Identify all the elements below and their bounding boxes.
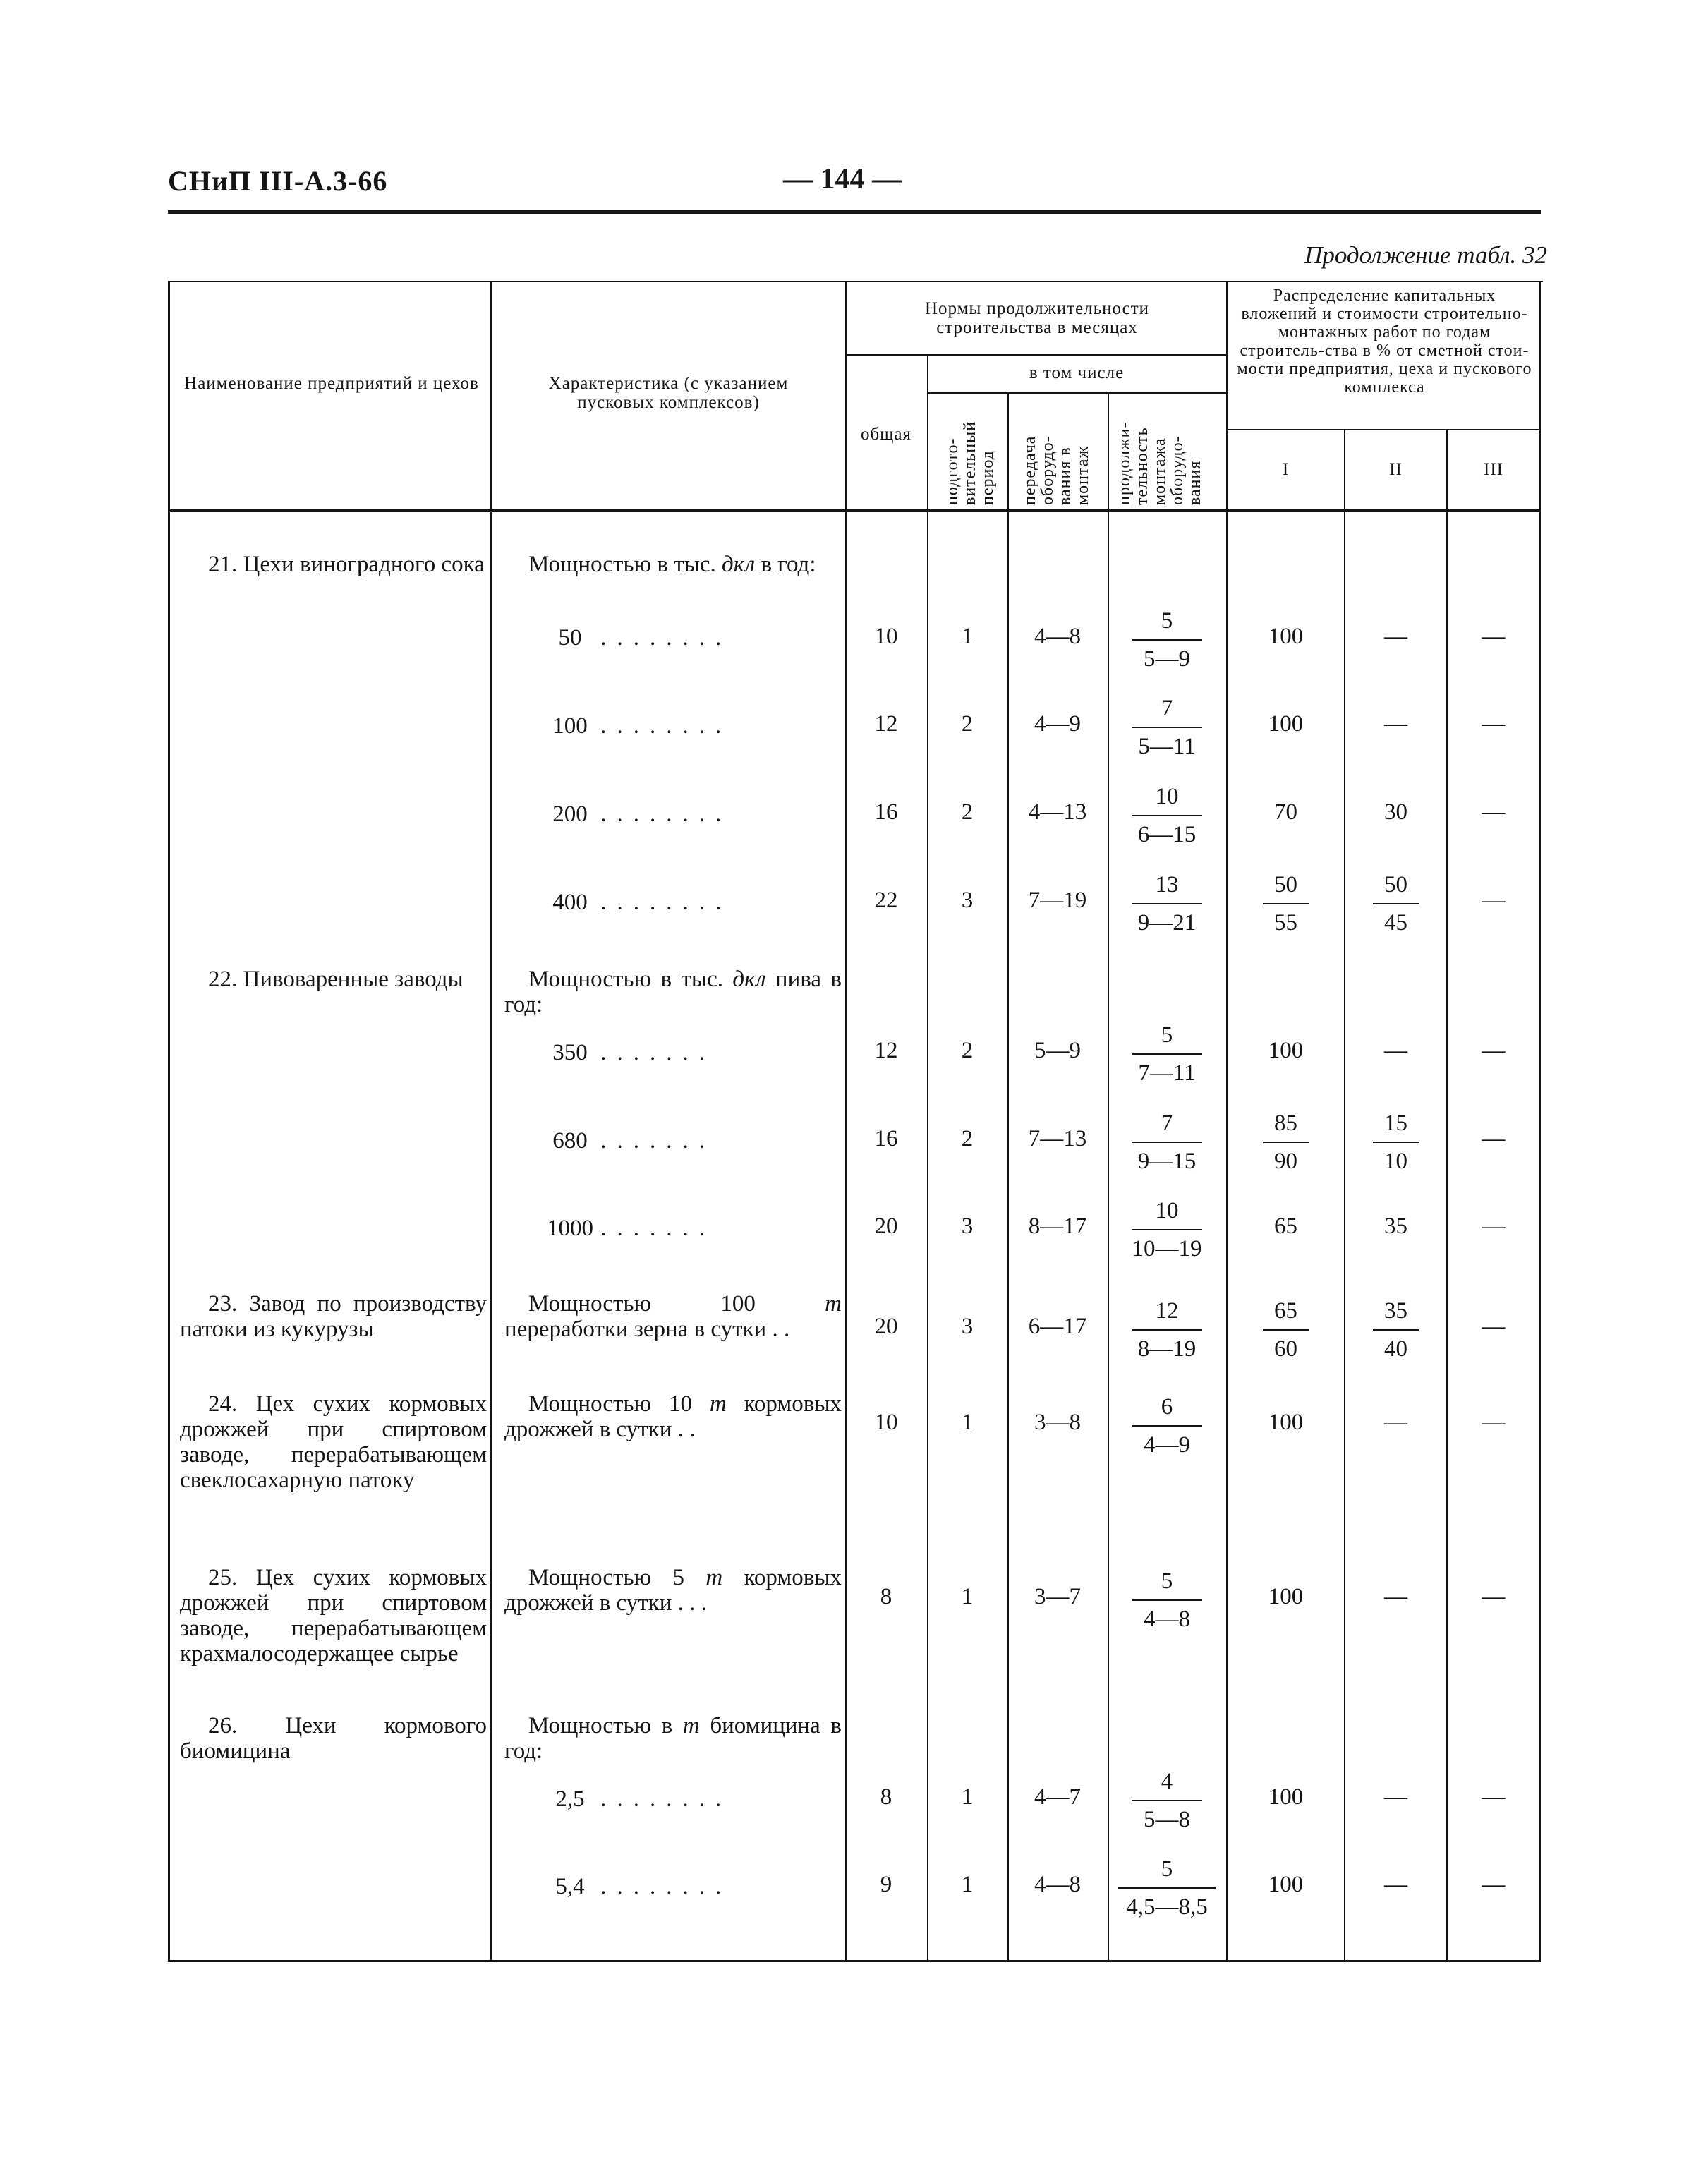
prep-period: 1 xyxy=(961,624,974,649)
group-name: 26. Цехи кормового биомицина xyxy=(180,1713,487,1764)
year-1-percent: 100 xyxy=(1268,1784,1304,1810)
installation-fraction: 10 6—15 xyxy=(1109,784,1225,847)
installation-fraction: 12 8—19 xyxy=(1109,1298,1225,1362)
total-duration: 9 xyxy=(880,1872,892,1897)
total-duration: 16 xyxy=(874,1126,898,1151)
year-1-percent: 100 xyxy=(1268,1038,1304,1063)
capacity-value: 50 ........ xyxy=(558,625,732,651)
year-3-percent: — xyxy=(1482,711,1506,737)
capacity-value: 1000 ....... xyxy=(547,1216,715,1241)
group-name: 23. Завод по производству патоки из кукурузы xyxy=(180,1291,487,1342)
document-code: СНиП III-А.3-66 xyxy=(168,165,388,197)
prep-period: 2 xyxy=(961,1126,974,1151)
year-2-percent: — xyxy=(1384,711,1407,737)
year-1-percent: 100 xyxy=(1268,1872,1304,1897)
year-3-percent: — xyxy=(1482,1872,1506,1897)
installation-fraction: 7 5—11 xyxy=(1109,696,1225,759)
col-header-year-1: I xyxy=(1282,460,1290,479)
prep-period: 2 xyxy=(961,799,974,825)
header-rule xyxy=(168,210,1541,214)
year-3-percent: — xyxy=(1482,1410,1506,1435)
transfer-period: 7—19 xyxy=(1028,888,1087,913)
year-2-percent: 35 xyxy=(1384,1214,1407,1239)
total-duration: 8 xyxy=(880,1784,892,1810)
year-2-fraction: 15 10 xyxy=(1345,1111,1446,1174)
year-1-fraction: 50 55 xyxy=(1228,872,1344,936)
transfer-period: 7—13 xyxy=(1028,1126,1087,1151)
year-2-fraction: 50 45 xyxy=(1345,872,1446,936)
col-header-prep-period: подгото-вительный период xyxy=(943,421,997,505)
transfer-period: 5—9 xyxy=(1034,1038,1081,1063)
year-2-percent: 30 xyxy=(1384,799,1407,825)
capacity-value: 680 ....... xyxy=(552,1128,715,1154)
group-characteristic: Мощностью 5 т кормовых дрожжей в сутки . . . xyxy=(504,1565,842,1616)
prep-period: 1 xyxy=(961,1784,974,1810)
total-duration: 10 xyxy=(874,624,898,649)
page-number: — 144 — xyxy=(783,163,902,195)
col-header-characteristic: Характеристика (с указанием пусковых комплексов) xyxy=(548,374,789,412)
col-rule xyxy=(490,281,492,1960)
year-1-percent: 100 xyxy=(1268,1584,1304,1609)
total-duration: 8 xyxy=(880,1584,892,1609)
total-duration: 12 xyxy=(874,711,898,737)
transfer-period: 4—7 xyxy=(1034,1784,1081,1810)
year-2-percent: — xyxy=(1384,624,1407,649)
transfer-period: 4—9 xyxy=(1034,711,1081,737)
year-1-percent: 100 xyxy=(1268,711,1304,737)
year-3-percent: — xyxy=(1482,1038,1506,1063)
installation-fraction: 7 9—15 xyxy=(1109,1111,1225,1174)
capacity-value: 100 ........ xyxy=(552,713,732,739)
year-3-percent: — xyxy=(1482,1214,1506,1239)
capacity-value: 200 ........ xyxy=(552,801,732,827)
group-name: 21. Цехи виноградного сока xyxy=(208,552,485,577)
year-1-percent: 65 xyxy=(1274,1214,1297,1239)
header-bottom-rule xyxy=(168,509,1541,512)
table-continuation-caption: Продолжение табл. 32 xyxy=(1304,241,1547,269)
installation-fraction: 5 7—11 xyxy=(1109,1022,1225,1086)
prep-period: 3 xyxy=(961,1214,974,1239)
group-characteristic: Мощностью 10 т кормовых дрожжей в сутки . . xyxy=(504,1391,842,1442)
year-3-percent: — xyxy=(1482,799,1506,825)
col-rule xyxy=(845,281,847,1960)
year-2-percent: — xyxy=(1384,1584,1407,1609)
prep-period: 3 xyxy=(961,888,974,913)
table-bottom-rule xyxy=(168,1960,1541,1962)
year-2-percent: — xyxy=(1384,1410,1407,1435)
col-header-year-3: III xyxy=(1484,460,1503,479)
year-1-fraction: 85 90 xyxy=(1228,1111,1344,1174)
total-duration: 20 xyxy=(874,1314,898,1339)
year-1-percent: 100 xyxy=(1268,1410,1304,1435)
year-3-percent: — xyxy=(1482,1584,1506,1609)
group-name: 25. Цех сухих кормовых дрожжей при спиртовом заводе, перерабатывающем крахмалосодержащее сырье xyxy=(180,1565,487,1666)
year-2-percent: — xyxy=(1384,1038,1407,1063)
installation-fraction: 5 5—9 xyxy=(1109,608,1225,672)
col-header-transfer: передача оборудо-вания в монтаж xyxy=(1021,435,1092,505)
year-3-percent: — xyxy=(1482,1314,1506,1339)
col-header-year-2: II xyxy=(1389,460,1403,479)
year-2-percent: — xyxy=(1384,1872,1407,1897)
year-2-fraction: 35 40 xyxy=(1345,1298,1446,1362)
year-3-percent: — xyxy=(1482,1784,1506,1810)
year-1-percent: 100 xyxy=(1268,624,1304,649)
group-name: 22. Пивоваренные заводы xyxy=(208,967,464,992)
col-rule xyxy=(1446,430,1448,1960)
group-characteristic: Мощностью 100 т переработки зерна в сутки . . xyxy=(504,1291,842,1342)
prep-period: 1 xyxy=(961,1872,974,1897)
total-duration: 16 xyxy=(874,799,898,825)
prep-period: 1 xyxy=(961,1410,974,1435)
col-rule xyxy=(1539,281,1541,1960)
prep-period: 1 xyxy=(961,1584,974,1609)
group-characteristic: Мощностью в тыс. дкл в год: xyxy=(528,552,816,577)
total-duration: 10 xyxy=(874,1410,898,1435)
year-3-percent: — xyxy=(1482,888,1506,913)
installation-fraction: 5 4—8 xyxy=(1109,1568,1225,1632)
header-subrule xyxy=(1226,429,1539,430)
prep-period: 2 xyxy=(961,711,974,737)
col-header-total: общая xyxy=(860,425,912,444)
total-duration: 22 xyxy=(874,888,898,913)
transfer-period: 6—17 xyxy=(1028,1314,1087,1339)
capacity-value: 350 ....... xyxy=(552,1040,715,1065)
transfer-period: 8—17 xyxy=(1028,1214,1087,1239)
capacity-value: 400 ........ xyxy=(552,890,732,915)
col-header-distribution: Распределение капитальных вложений и стоимости строительно-монтажных работ по годам строитель-ства в % от сметной стои-мости предприятия, цеха и пускового комплекса xyxy=(1237,286,1532,397)
prep-period: 2 xyxy=(961,1038,974,1063)
col-header-name: Наименование предприятий и цехов xyxy=(184,374,479,393)
total-duration: 12 xyxy=(874,1038,898,1063)
total-duration: 20 xyxy=(874,1214,898,1239)
col-header-norms: Нормы продолжительности строительства в месяцах xyxy=(924,299,1150,337)
group-name: 24. Цех сухих кормовых дрожжей при спиртовом заводе, перерабатывающем свеклосахарную патоку xyxy=(180,1391,487,1493)
header-subrule xyxy=(927,392,1226,394)
header-subrule xyxy=(845,354,1226,356)
group-characteristic: Мощностью в тыс. дкл пива в год: xyxy=(504,967,842,1017)
installation-fraction: 13 9—21 xyxy=(1109,872,1225,936)
year-3-percent: — xyxy=(1482,1126,1506,1151)
transfer-period: 3—7 xyxy=(1034,1584,1081,1609)
transfer-period: 4—8 xyxy=(1034,1872,1081,1897)
year-1-fraction: 65 60 xyxy=(1228,1298,1344,1362)
installation-fraction: 6 4—9 xyxy=(1109,1394,1225,1458)
transfer-period: 3—8 xyxy=(1034,1410,1081,1435)
prep-period: 3 xyxy=(961,1314,974,1339)
transfer-period: 4—13 xyxy=(1028,799,1087,825)
transfer-period: 4—8 xyxy=(1034,624,1081,649)
col-rule xyxy=(927,354,928,1960)
installation-fraction: 5 4,5—8,5 xyxy=(1109,1856,1225,1920)
year-2-percent: — xyxy=(1384,1784,1407,1810)
col-header-installation: продолжи-тельность монтажа оборудо-вания xyxy=(1115,421,1204,505)
capacity-value: 5,4 ........ xyxy=(555,1874,732,1899)
group-characteristic: Мощностью в т биомицина в год: xyxy=(504,1713,842,1764)
col-header-including: в том числе xyxy=(1029,363,1125,382)
year-3-percent: — xyxy=(1482,624,1506,649)
col-rule xyxy=(1344,430,1345,1960)
installation-fraction: 4 5—8 xyxy=(1109,1769,1225,1832)
capacity-value: 2,5 ........ xyxy=(555,1786,732,1812)
year-1-percent: 70 xyxy=(1274,799,1297,825)
installation-fraction: 10 10—19 xyxy=(1132,1198,1202,1262)
